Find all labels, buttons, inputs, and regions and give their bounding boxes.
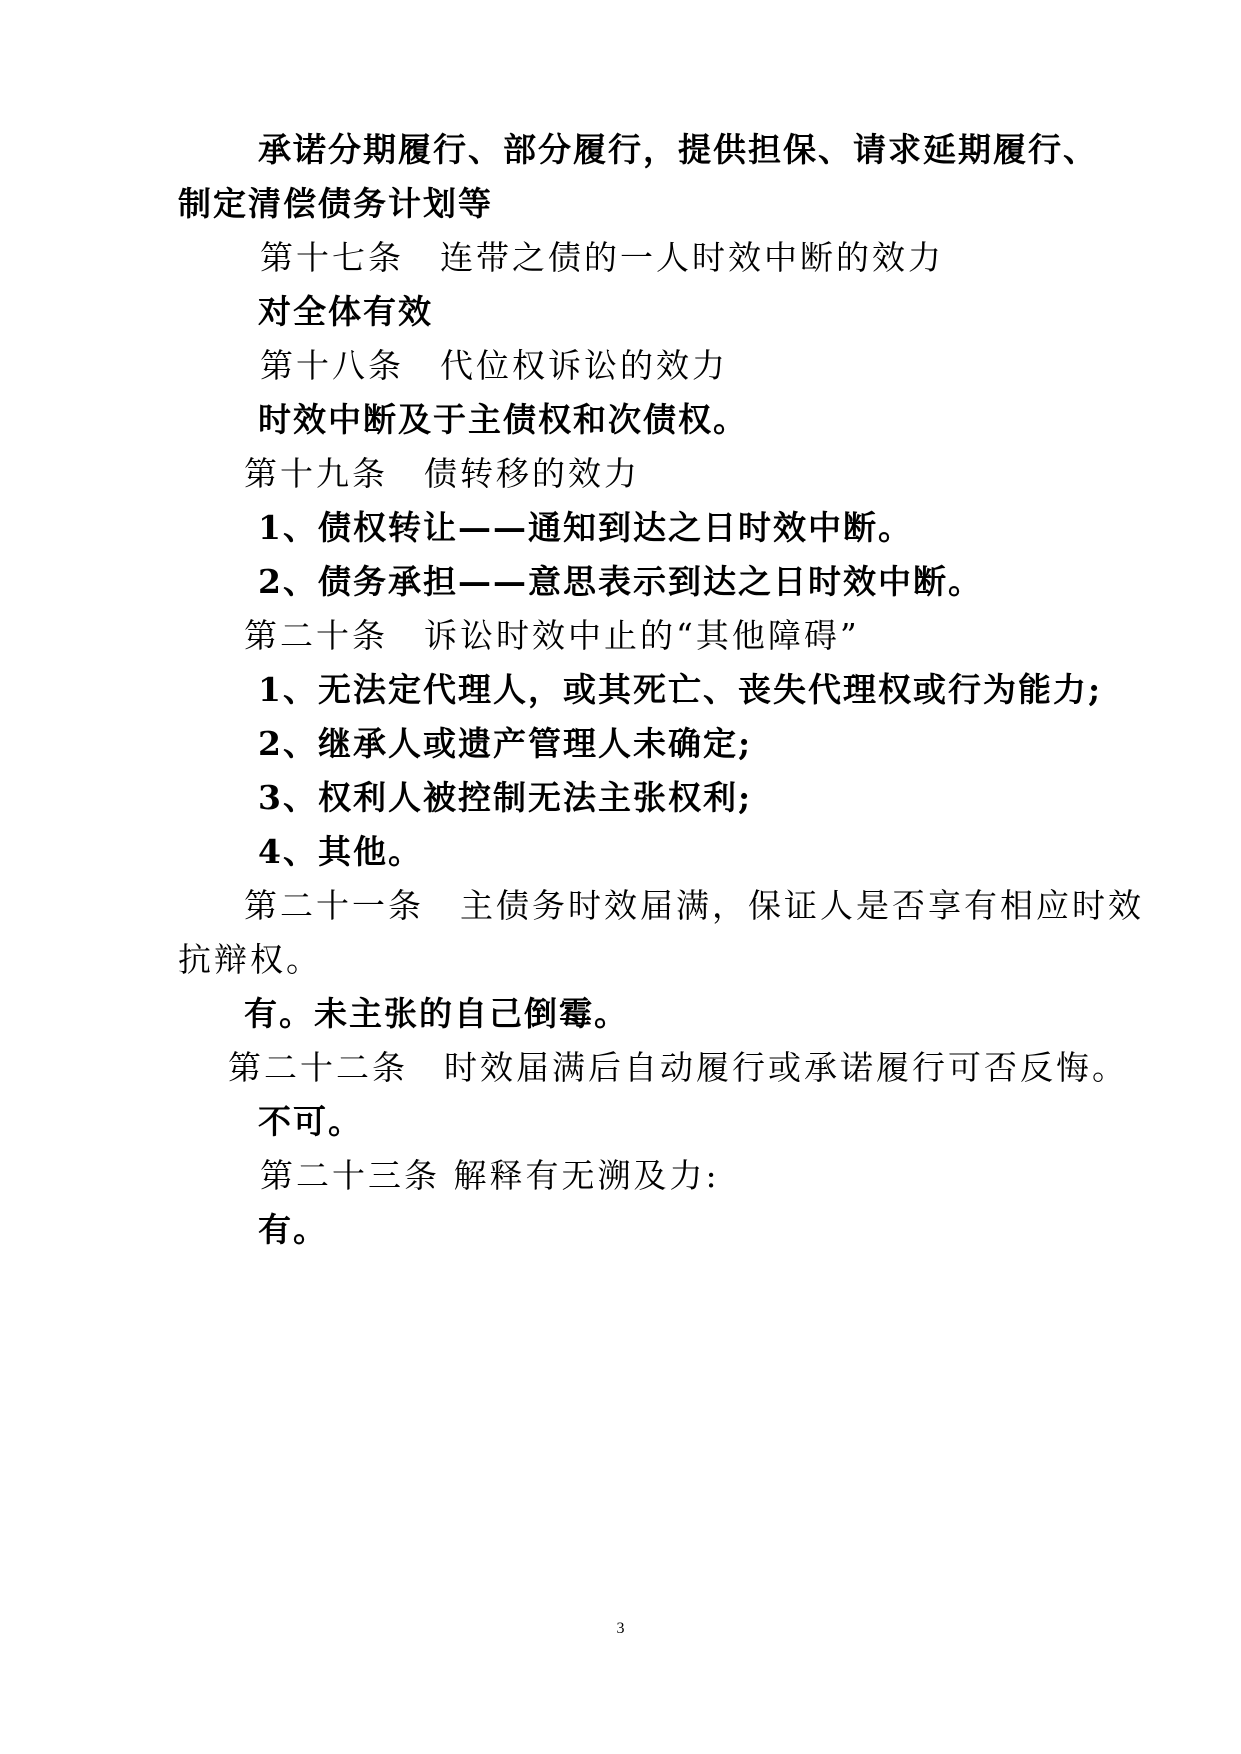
paragraph-line: 承诺分期履行、部分履行，提供担保、请求延期履行、 [258, 130, 1098, 169]
list-item: 4、其他。 [258, 832, 423, 871]
list-item: 1、无法定代理人，或其死亡、丧失代理权或行为能力; [258, 670, 1103, 709]
article-answer-22: 不可。 [258, 1102, 363, 1141]
paragraph-line: 制定清偿债务计划等 [178, 184, 493, 223]
article-heading-18: 第十八条 代位权诉讼的效力 [260, 346, 728, 385]
article-answer-17: 对全体有效 [258, 292, 433, 331]
article-answer-21: 有。未主张的自己倒霉。 [244, 994, 629, 1033]
article-heading-22: 第二十二条 时效届满后自动履行或承诺履行可否反悔。 [228, 1048, 1128, 1087]
list-item: 2、继承人或遗产管理人未确定; [258, 724, 753, 763]
paragraph-line: 抗辩权。 [178, 940, 322, 979]
page-number: 3 [616, 1620, 625, 1637]
article-heading-20: 第二十条 诉讼时效中止的“其他障碍” [244, 616, 860, 655]
article-heading-23: 第二十三条 解释有无溯及力: [260, 1156, 720, 1195]
article-heading-19: 第十九条 债转移的效力 [244, 454, 640, 493]
article-answer-23: 有。 [258, 1210, 328, 1249]
list-item: 2、债务承担——意思表示到达之日时效中断。 [258, 562, 983, 601]
list-item: 1、债权转让——通知到达之日时效中断。 [258, 508, 913, 547]
list-item: 3、权利人被控制无法主张权利; [258, 778, 753, 817]
article-answer-18: 时效中断及于主债权和次债权。 [258, 400, 748, 439]
article-heading-17: 第十七条 连带之债的一人时效中断的效力 [260, 238, 944, 277]
article-heading-21: 第二十一条 主债务时效届满，保证人是否享有相应时效 [244, 886, 1144, 925]
